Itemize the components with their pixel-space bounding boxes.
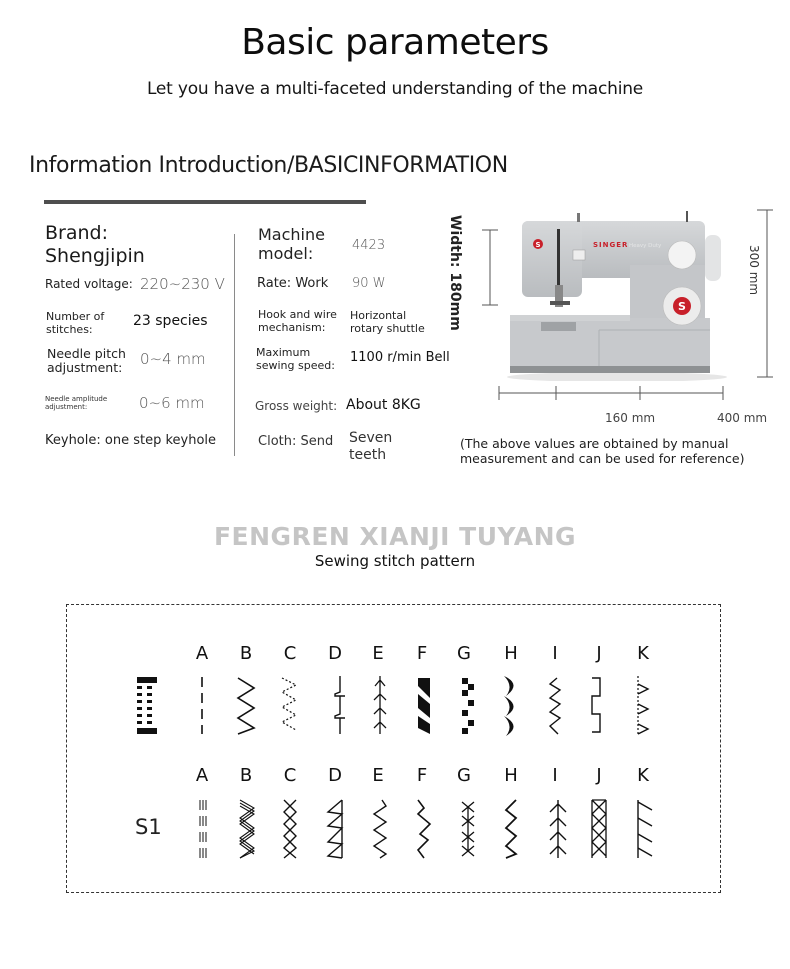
- row2-letters: [187, 765, 667, 789]
- stitches-label-line2: stitches:: [46, 323, 93, 336]
- svg-text:Heavy Duty: Heavy Duty: [629, 243, 662, 249]
- needle-amplitude-label-line2: adjustment:: [45, 403, 88, 411]
- brand-value: Shengjipin: [45, 245, 145, 267]
- row1-letter: F: [416, 643, 428, 664]
- stitch-e-icon: [374, 676, 386, 734]
- measurement-note-line2: measurement and can be used for reference): [460, 451, 745, 466]
- width-bracket-icon: [480, 228, 500, 308]
- row1-letter: E: [372, 643, 384, 664]
- row2-letter: E: [372, 765, 384, 786]
- row1-letter: D: [328, 643, 342, 664]
- model-label: [258, 225, 325, 263]
- row2-letter: I: [552, 765, 558, 786]
- cloth-value-line1: Seven: [349, 430, 393, 446]
- page-title: Basic parameters: [241, 22, 549, 63]
- width-dimension-label: [443, 214, 467, 331]
- rate-value: 90 W: [352, 276, 386, 291]
- stitches-value: 23 species: [133, 313, 208, 329]
- row2-letter: J: [596, 765, 602, 786]
- row2-letter: K: [637, 765, 649, 786]
- row1-letter: H: [504, 643, 518, 664]
- svg-text:S: S: [535, 241, 541, 249]
- row2-letter: G: [457, 765, 471, 786]
- cloth-value-line2: teeth: [349, 447, 387, 463]
- row1-letter: I: [552, 643, 558, 664]
- row1-letter: K: [637, 643, 649, 664]
- stitch-s1-f-icon: [418, 800, 430, 858]
- keyhole-spec: Keyhole: one step keyhole: [45, 433, 217, 448]
- section-heading: Information Introduction/BASICINFORMATION: [29, 153, 508, 178]
- needle-pitch-label-line1: Needle pitch: [47, 346, 126, 361]
- hook-label-line1: Hook and wire: [258, 308, 337, 321]
- brand-label: Brand:: [45, 222, 108, 244]
- stitch-c-icon: [282, 678, 296, 730]
- rate-label: Rate: Work: [257, 276, 329, 291]
- hook-value-line1: Horizontal: [350, 309, 407, 322]
- height-dimension-text: 300 mm: [747, 245, 761, 296]
- page-subtitle: Let you have a multi-faceted understanding of the machine: [146, 79, 644, 99]
- stitch-s1-i-icon: [550, 800, 566, 858]
- measurement-note-line1: (The above values are obtained by manual: [460, 436, 729, 451]
- row2-label: S1: [135, 815, 162, 839]
- speed-label-line1: Maximum: [256, 346, 311, 359]
- stitch-s1-g-icon: [462, 802, 474, 856]
- stitch-s1-b-icon: [240, 800, 254, 858]
- row2-letter: D: [328, 765, 342, 786]
- speed-value: 1100 r/min Bell: [350, 350, 450, 365]
- cloth-label: Cloth: Send: [258, 434, 334, 449]
- row1-letter: C: [283, 643, 297, 664]
- row2-stitch-glyphs: [130, 796, 670, 862]
- stitch-j-icon: [592, 678, 600, 732]
- row2-letter: C: [283, 765, 297, 786]
- stitch-s1-j-icon: [592, 800, 606, 858]
- row2-letter: B: [239, 765, 253, 786]
- section-underline: [44, 200, 366, 204]
- needle-pitch-label: [47, 347, 126, 375]
- hook-label: [258, 308, 337, 334]
- column-divider: [234, 234, 235, 456]
- stitches-label-line1: Number of: [46, 310, 105, 323]
- stitches-label: [46, 310, 104, 336]
- needle-pitch-value: 0~4 mm: [140, 350, 206, 368]
- svg-text:S: S: [678, 300, 686, 313]
- needle-amplitude-value: 0~6 mm: [139, 394, 205, 412]
- speed-label-line2: sewing speed:: [256, 359, 335, 372]
- depth-160: 160 mm: [605, 411, 656, 425]
- model-value: 4423: [352, 238, 386, 253]
- row1-letter: J: [596, 643, 602, 664]
- stitch-h-icon: [504, 676, 514, 736]
- stitch-s1-k-icon: [638, 800, 652, 858]
- needle-amplitude-label: [45, 395, 107, 411]
- stitch-d-icon: [335, 676, 345, 734]
- weight-label: Gross weight:: [255, 399, 338, 413]
- row1-letters: [187, 643, 667, 667]
- row1-stitch-glyphs: [130, 672, 670, 738]
- svg-text:SINGER: SINGER: [593, 241, 629, 249]
- stitch-g-icon: [462, 678, 474, 734]
- row1-letter: G: [457, 643, 471, 664]
- depth-400: 400 mm: [717, 411, 768, 425]
- hook-value-line2: rotary shuttle: [350, 322, 425, 335]
- row1-letter: B: [239, 643, 253, 664]
- width-dimension-text: Width: 180mm: [447, 215, 463, 331]
- weight-value: About 8KG: [346, 397, 421, 413]
- model-label-line2: model:: [258, 244, 314, 263]
- height-dimension-label: [742, 245, 766, 355]
- stitch-s1-c-icon: [284, 800, 296, 858]
- hook-value: [350, 309, 425, 335]
- sewing-machine-image: [505, 205, 730, 381]
- cloth-value: [349, 430, 392, 464]
- needle-pitch-label-line2: adjustment:: [47, 360, 123, 375]
- rated-voltage-value: 220~230 V: [140, 275, 225, 293]
- stitch-i-icon: [550, 678, 560, 734]
- row2-letter: H: [504, 765, 518, 786]
- stitch-s1-e-icon: [374, 800, 386, 858]
- model-label-line1: Machine: [258, 225, 325, 244]
- needle-amplitude-label-line1: Needle amplitude: [45, 395, 108, 403]
- watermark-text: FENGREN XIANJI TUYANG: [213, 522, 577, 551]
- row1-letter: A: [195, 643, 209, 664]
- measurement-note: [460, 436, 744, 466]
- depth-ruler-icon: [497, 385, 757, 405]
- stitch-b-icon: [238, 678, 254, 734]
- brand-spec: [45, 222, 145, 268]
- hook-label-line2: mechanism:: [258, 321, 326, 334]
- row2-letter: F: [416, 765, 428, 786]
- row2-letter: A: [195, 765, 209, 786]
- stitch-f-icon: [418, 678, 430, 734]
- stitch-s1-d-icon: [328, 800, 342, 858]
- stitch-section-subtitle: Sewing stitch pattern: [314, 552, 476, 570]
- rated-voltage-label: Rated voltage:: [45, 277, 133, 291]
- buttonhole-icon: [137, 677, 157, 734]
- stitch-s1-h-icon: [506, 800, 516, 858]
- speed-label: [256, 346, 335, 372]
- stitch-s1-a-icon: [200, 800, 206, 858]
